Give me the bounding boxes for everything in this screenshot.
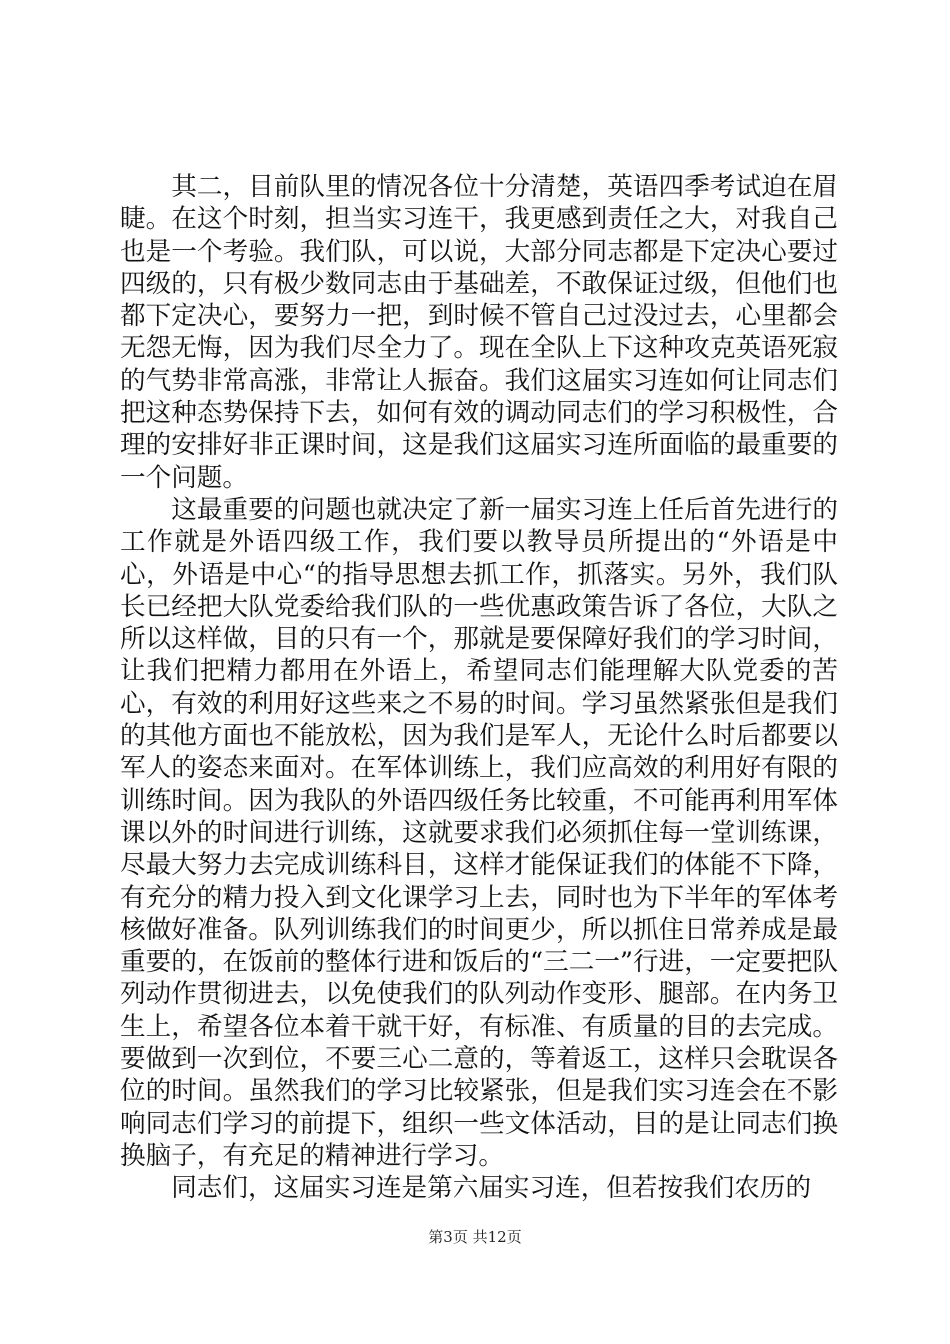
document-body [120, 171, 838, 1205]
paragraph-2: 这最重要的问题也就决定了新一届实习连上任后首先进行的工作就是外语四级工作，我们要以教导员所提出的“外语是中心，外语是中心“的指导思想去抓工作，抓落实。另外，我们队长已经把大队党委给我们队的一些优惠政策告诉了各位，大队之所以这样做，目的只有一个，那就是要保障好我们的学习时间，让我们把精力都用在外语上，希望同志们能理解大队党委的苦心，有效的利用好这些来之不易的时间。学习虽然紧张但是我们的其他方面也不能放松，因为我们是军人，无论什么时后都要以军人的姿态来面对。在军体训练上，我们应高效的利用好有限的训练时间。因为我队的外语四级任务比较重，不可能再利用军体课以外的时间进行训练，这就要求我们必须抓住每一堂训练课，尽最大努力去完成训练科目，这样才能保证我们的体能不下降，有充分的精力投入到文化课学习上去，同时也为下半年的军体考核做好准备。队列训练我们的时间更少，所以抓住日常养成是最重要的，在饭前的整体行进和饭后的“三二一”行进，一定要把队列动作贯彻进去，以免使我们的队列动作变形、腿部。在内务卫生上，希望各位本着干就干好，有标准、有质量的目的去完成。要做到一次到位，不要三心二意的，等着返工，这样只会耽误各位的时间。虽然我们的学习比较紧张，但是我们实习连会在不影响同志们学习的前提下，组织一些文体活动，目的是让同志们换换脑子，有充足的精神进行学习。 [120, 494, 838, 1171]
paragraph-1: 其二，目前队里的情况各位十分清楚，英语四季考试迫在眉睫。在这个时刻，担当实习连干，我更感到责任之大，对我自己也是一个考验。我们队，可以说，大部分同志都是下定决心要过四级的，只有极少数同志由于基础差，不敢保证过级，但他们也都下定决心，要努力一把，到时候不管自己过没过去，心里都会无怨无悔，因为我们尽全力了。现在全队上下这种攻克英语死寂的气势非常高涨，非常让人振奋。我们这届实习连如何让同志们把这种态势保持下去，如何有效的调动同志们的学习积极性，合理的安排好非正课时间，这是我们这届实习连所面临的最重要的一个问题。 [120, 172, 838, 493]
paragraph-3: 同志们，这届实习连是第六届实习连，但若按我们农历的 [171, 1173, 812, 1204]
page-number-footer: 第3页 共12页 [428, 1228, 522, 1246]
